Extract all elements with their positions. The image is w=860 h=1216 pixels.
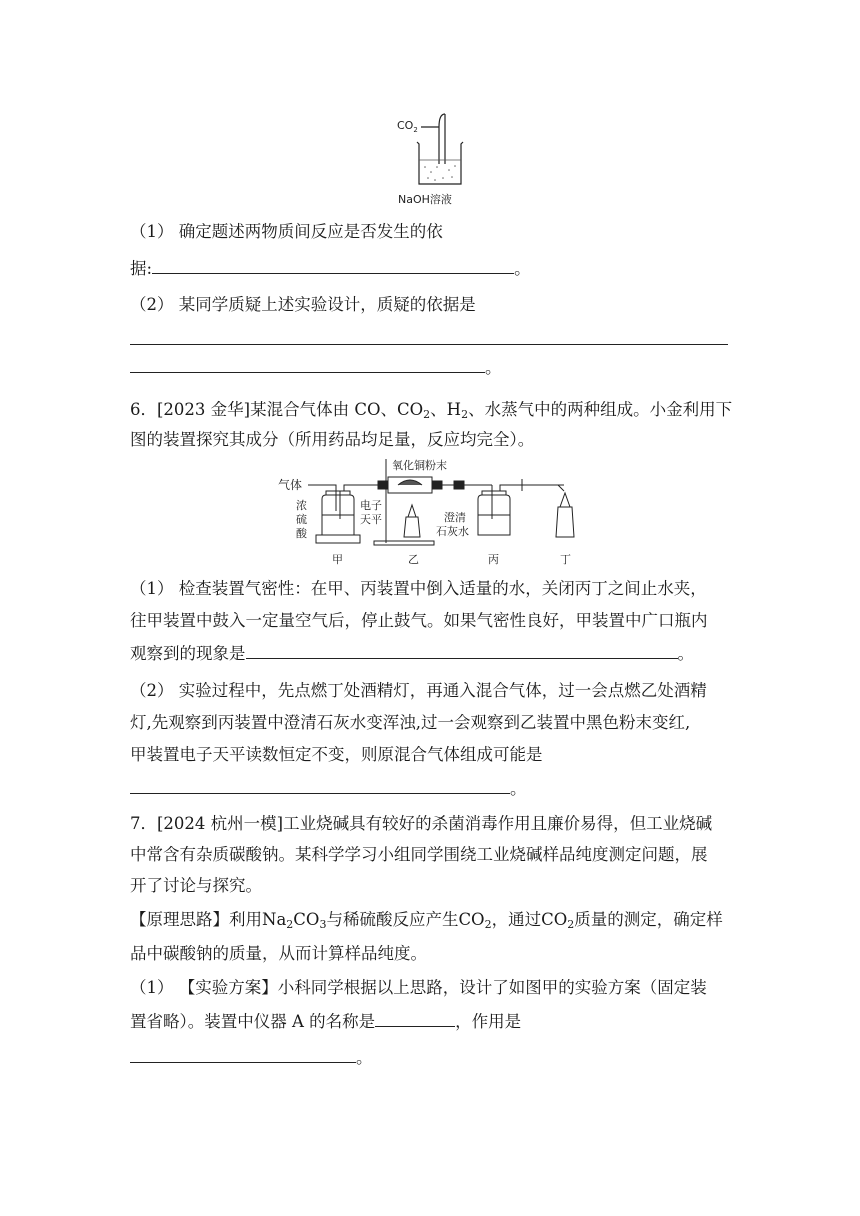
co2-label: $CO_2$ — [397, 119, 418, 134]
q6-part2-line4: 。 — [130, 777, 527, 801]
q7-intro-line2: 中常含有杂质碳酸钠。某科学学习小组同学围绕工业烧碱样品纯度测定问题，展 — [130, 845, 708, 864]
q7-intro-line1: 7．[2024 杭州一模]工业烧碱具有较好的杀菌消毒作用且廉价易得，但工业烧碱 — [130, 814, 713, 833]
svg-text:丁: 丁 — [560, 553, 571, 566]
svg-text:石灰水: 石灰水 — [436, 525, 469, 538]
q7-principle-line2: 品中碳酸钠的质量，从而计算样品纯度。 — [130, 944, 427, 963]
svg-text:浓: 浓 — [296, 499, 307, 512]
naoh-solution-label: NaOH溶液 — [398, 193, 452, 206]
q5-part1-line2: 据: 。 — [130, 259, 531, 278]
q5-part1-answer-blank[interactable] — [152, 257, 514, 274]
q6-part2-answer-blank[interactable] — [130, 777, 510, 794]
q7-part1-line1: （1） 【实验方案】小科同学根据以上思路，设计了如图甲的实验方案（固定装 — [130, 978, 707, 997]
q6-part2-line1: （2） 实验过程中，先点燃丁处酒精灯，再通入混合气体，过一会点燃乙处酒精 — [130, 681, 707, 700]
q7-principle-line1: 【原理思路】利用$Na_2CO_3$与稀硫酸反应产生$CO_2$，通过$CO_2$质量的测定，确定样 — [130, 910, 723, 931]
q5-part2-answer-blank-1[interactable] — [130, 344, 728, 345]
q6-part1-line1: （1） 检查装置气密性：在甲、丙装置中倒入适量的水，关闭丙丁之间止水夹， — [130, 579, 707, 598]
q5-part2-answer-blank-2[interactable] — [130, 356, 485, 373]
svg-text:天平: 天平 — [360, 513, 382, 526]
q6-part1-answer-blank[interactable] — [246, 642, 678, 659]
q7-intro-line3: 开了讨论与探究。 — [130, 876, 262, 895]
q6-part1-line2: 往甲装置中鼓入一定量空气后，停止鼓气。如果气密性良好，甲装置中广口瓶内 — [130, 611, 708, 630]
svg-text:丙: 丙 — [488, 553, 499, 566]
svg-text:澄清: 澄清 — [444, 511, 466, 524]
q5-part2-line: （2） 某同学质疑上述实验设计，质疑的依据是 — [130, 295, 476, 314]
svg-text:甲: 甲 — [332, 553, 343, 566]
q5-part2-line2: 。 — [130, 356, 502, 380]
q6-intro-line2: 图的装置探究其成分（所用药品均足量，反应均完全）。 — [130, 430, 535, 449]
svg-text:气体: 气体 — [278, 478, 303, 492]
q6-intro-line1: 6．[2023 金华]某混合气体由 CO、$CO_2$、$H_2$、水蒸气中的两种组成。小金利用下 — [130, 400, 733, 421]
svg-text:硫: 硫 — [296, 513, 307, 526]
svg-text:电子: 电子 — [360, 499, 382, 512]
q5-part1-line1: （1） 确定题述两物质间反应是否发生的依 — [130, 222, 443, 241]
q7-part1-line2: 置省略）。装置中仪器 A 的名称是 ，作用是 — [130, 1012, 522, 1031]
q6-part1-line3: 观察到的现象是 。 — [130, 644, 694, 663]
svg-text:氧化铜粉末: 氧化铜粉末 — [392, 459, 447, 472]
q7-instrument-name-blank[interactable] — [375, 1010, 455, 1027]
gas-analysis-apparatus-figure — [278, 455, 578, 571]
q6-part2-line3: 甲装置电子天平读数恒定不变，则原混合气体组成可能是 — [130, 745, 543, 764]
svg-text:乙: 乙 — [408, 553, 419, 566]
q6-part2-line2: 灯,先观察到丙装置中澄清石灰水变浑浊,过一会观察到乙装置中黑色粉末变红, — [130, 713, 691, 732]
q5-part1-prefix: 据: — [130, 259, 153, 278]
q7-instrument-purpose-blank[interactable] — [130, 1046, 356, 1063]
co2-naoh-beaker-figure — [395, 112, 470, 208]
q7-part1-line3: 。 — [130, 1046, 373, 1070]
svg-text:酸: 酸 — [296, 527, 307, 540]
